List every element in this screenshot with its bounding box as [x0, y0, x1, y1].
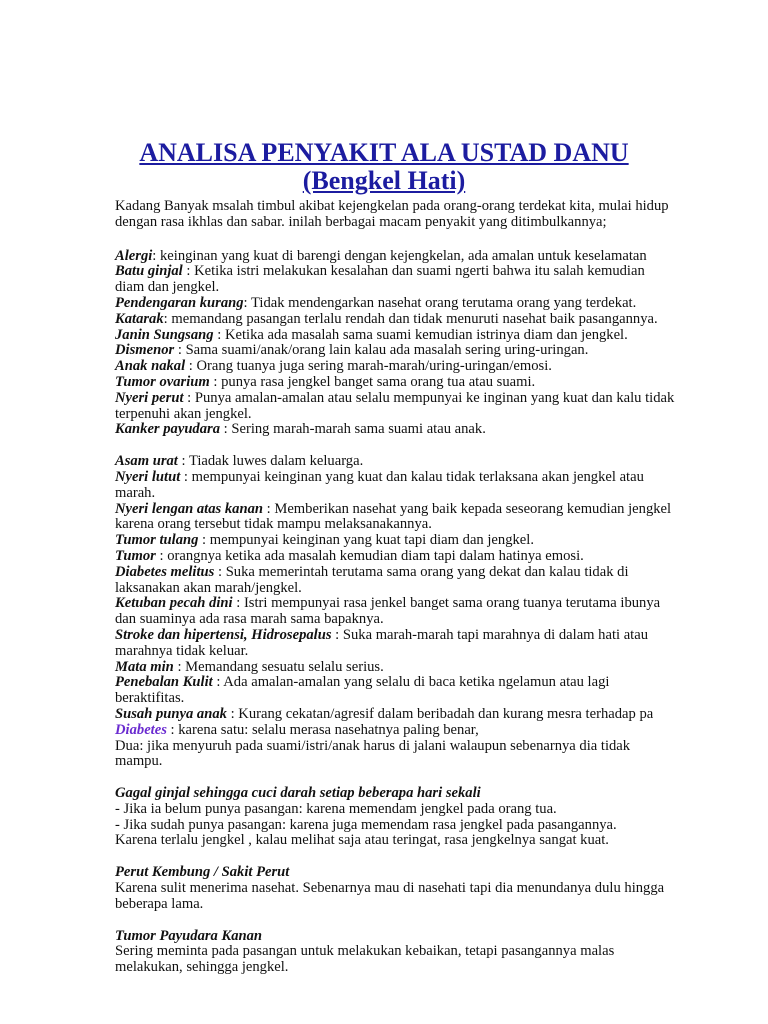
section-line: - Jika sudah punya pasangan: karena juga memendam rasa jengkel pada pasangannya. — [115, 816, 617, 833]
disease-entry — [115, 739, 675, 771]
disease-term: Tumor — [115, 547, 156, 564]
disease-entry — [115, 249, 675, 265]
separator: : — [212, 674, 224, 691]
disease-entry — [115, 454, 675, 470]
disease-entry — [115, 470, 675, 502]
disease-list-2 — [115, 454, 675, 770]
disease-description: punya rasa jengkel banget sama orang tua atau suami. — [221, 373, 536, 390]
disease-term: Nyeri lengan atas kanan — [115, 500, 263, 517]
disease-description: Memberikan nasehat yang baik kepada seseorang kemudian jengkel karena orang tersebut tidak mampu melaksanakannya. — [115, 500, 672, 533]
disease-entry — [115, 707, 675, 723]
disease-term: Batu ginjal — [115, 263, 183, 280]
disease-entry — [115, 628, 675, 660]
disease-description: orangnya ketika ada masalah kemudian diam tapi dalam hatinya emosi. — [167, 547, 584, 564]
disease-entry — [115, 533, 675, 549]
disease-entry — [115, 675, 675, 707]
separator: : — [226, 705, 239, 722]
separator: : — [166, 721, 179, 738]
disease-term: Janin Sungsang — [115, 326, 214, 343]
disease-term: Kanker payudara — [115, 421, 221, 438]
disease-description: Tiadak luwes dalam keluarga. — [188, 453, 364, 470]
page-title[interactable]: ANALISA PENYAKIT ALA USTAD DANU — [139, 138, 629, 167]
disease-description: Punya amalan-amalan atau selalu mempunyai ke inginan yang kuat dan kalu tidak terpenuhi akan jengkel. — [115, 389, 675, 422]
disease-description: karena satu: selalu merasa nasehatnya paling benar, — [178, 721, 479, 738]
disease-description: Ada amalan-amalan yang selalu di baca ketika ngelamun atau lagi beraktifitas. — [115, 674, 610, 707]
disease-term-link[interactable]: Diabetes — [115, 721, 167, 738]
disease-entry — [115, 328, 675, 344]
disease-entry — [115, 359, 675, 375]
separator: : — [232, 595, 244, 612]
disease-entry — [115, 296, 675, 312]
separator: : — [183, 389, 195, 406]
disease-description: memandang pasangan terlalu rendah dan tidak menuruti nasehat baik pasangannya. — [171, 310, 658, 327]
section-heading: Gagal ginjal sehingga cuci darah setiap beberapa hari sekali — [115, 785, 481, 802]
disease-entry — [115, 502, 675, 534]
disease-description: Orang tuanya juga sering marah-marah/uring-uringan/emosi. — [196, 358, 552, 375]
disease-entry — [115, 596, 675, 628]
disease-list-1 — [115, 249, 675, 439]
separator: : — [209, 373, 222, 390]
disease-entry — [115, 264, 675, 296]
separator: : — [220, 421, 232, 438]
separator: : — [214, 563, 226, 580]
section-line: - Jika ia belum punya pasangan: karena memendam jengkel pada orang tua. — [115, 800, 557, 817]
separator: : — [331, 626, 343, 643]
page-subtitle[interactable]: (Bengkel Hati) — [302, 166, 466, 195]
disease-description: Dua: jika menyuruh pada suami/istri/anak harus di jalani walaupun sebenarnya dia tidak mampu. — [115, 737, 631, 770]
section-tumor-payudara-kanan — [115, 929, 675, 976]
disease-description: Ketika ada masalah sama suami kemudian istrinya diam dan jengkel. — [224, 326, 628, 343]
separator: : — [213, 326, 225, 343]
disease-description: Suka marah-marah tapi marahnya di dalam hati atau marahnya tidak keluar. — [115, 626, 649, 659]
disease-description: Tidak mendengarkan nasehat orang terutama orang yang terdekat. — [251, 294, 637, 311]
disease-term: Anak nakal — [115, 358, 186, 375]
disease-term: Tumor tulang — [115, 532, 199, 549]
separator: : — [163, 310, 172, 327]
disease-description: Istri mempunyai rasa jenkel banget sama orang tuanya terutama ibunya dan suaminya ada rasa marah sama bapaknya. — [115, 595, 661, 628]
section-perut-kembung — [115, 865, 675, 912]
separator: : — [155, 547, 168, 564]
disease-term: Pendengaran kurang — [115, 294, 244, 311]
disease-description: mempunyai keinginan yang kuat tapi diam dan jengkel. — [209, 532, 534, 549]
disease-entry — [115, 312, 675, 328]
separator: : — [182, 263, 195, 280]
disease-entry — [115, 375, 675, 391]
disease-term: Penebalan Kulit — [115, 674, 213, 691]
disease-entry — [115, 422, 675, 438]
disease-description: Sering marah-marah sama suami atau anak. — [231, 421, 486, 438]
section-heading: Perut Kembung / Sakit Perut — [115, 864, 290, 881]
disease-term: Katarak — [115, 310, 164, 327]
section-gagal-ginjal — [115, 786, 675, 849]
disease-entry — [115, 391, 675, 423]
disease-term: Nyeri perut — [115, 389, 184, 406]
separator: : — [243, 294, 251, 311]
disease-term: Diabetes melitus — [115, 563, 215, 580]
section-heading: Tumor Payudara Kanan — [115, 927, 263, 944]
disease-entry — [115, 549, 675, 565]
disease-description: Ketika istri melakukan kesalahan dan suami ngerti bahwa itu salah kemudian diam dan jengkel. — [115, 263, 645, 296]
disease-description: keinginan yang kuat di barengi dengan kejengkelan, ada amalan untuk keselamatan — [160, 247, 647, 264]
document-page — [0, 139, 768, 976]
separator: : — [198, 532, 210, 549]
disease-description: Suka memerintah terutama sama orang yang dekat dan kalau tidak di laksanakan akan marah/jengkel. — [115, 563, 629, 596]
disease-term: Ketuban pecah dini — [115, 595, 233, 612]
separator: : — [180, 468, 192, 485]
disease-entry — [115, 660, 675, 676]
section-line: Karena terlalu jengkel , kalau melihat saja atau teringat, rasa jengkelnya sangat kuat. — [115, 832, 609, 849]
disease-term: Nyeri lutut — [115, 468, 181, 485]
separator: : — [177, 453, 189, 470]
disease-term: Mata min — [115, 658, 174, 675]
separator: : — [262, 500, 275, 517]
disease-term: Tumor ovarium — [115, 373, 210, 390]
disease-term: Susah punya anak — [115, 705, 227, 722]
disease-term: Dismenor — [115, 342, 175, 359]
disease-description: Memandang sesuatu selalu serius. — [185, 658, 384, 675]
separator: : — [185, 358, 197, 375]
separator: : — [152, 247, 160, 264]
disease-term: Alergi — [115, 247, 153, 264]
separator: : — [174, 342, 186, 359]
disease-entry — [115, 565, 675, 597]
disease-term: Asam urat — [115, 453, 178, 470]
separator: : — [173, 658, 186, 675]
intro-paragraph: Kadang Banyak msalah timbul akibat kejengkelan pada orang-orang terdekat kita, mulai hidup dengan rasa ikhlas dan sabar. inilah berbagai macam penyakit yang ditimbulkannya; — [115, 198, 669, 230]
section-line: Sering meminta pada pasangan untuk melakukan kebaikan, tetapi pasangannya malas melakukan, sehingga jengkel. — [115, 943, 615, 976]
disease-description: mempunyai keinginan yang kuat dan kalau tidak terlaksana akan jengkel atau marah. — [115, 468, 644, 501]
section-line: Karena sulit menerima nasehat. Sebenarnya mau di nasehati tapi dia menundanya dulu hingga beberapa lama. — [115, 880, 665, 912]
disease-entry — [115, 723, 675, 739]
disease-term: Stroke dan hipertensi, Hidrosepalus — [115, 626, 332, 643]
disease-entry — [115, 343, 675, 359]
disease-description: Sama suami/anak/orang lain kalau ada masalah sering uring-uringan. — [185, 342, 589, 359]
disease-description: Kurang cekatan/agresif dalam beribadah dan kurang mesra terhadap pa — [238, 705, 654, 722]
